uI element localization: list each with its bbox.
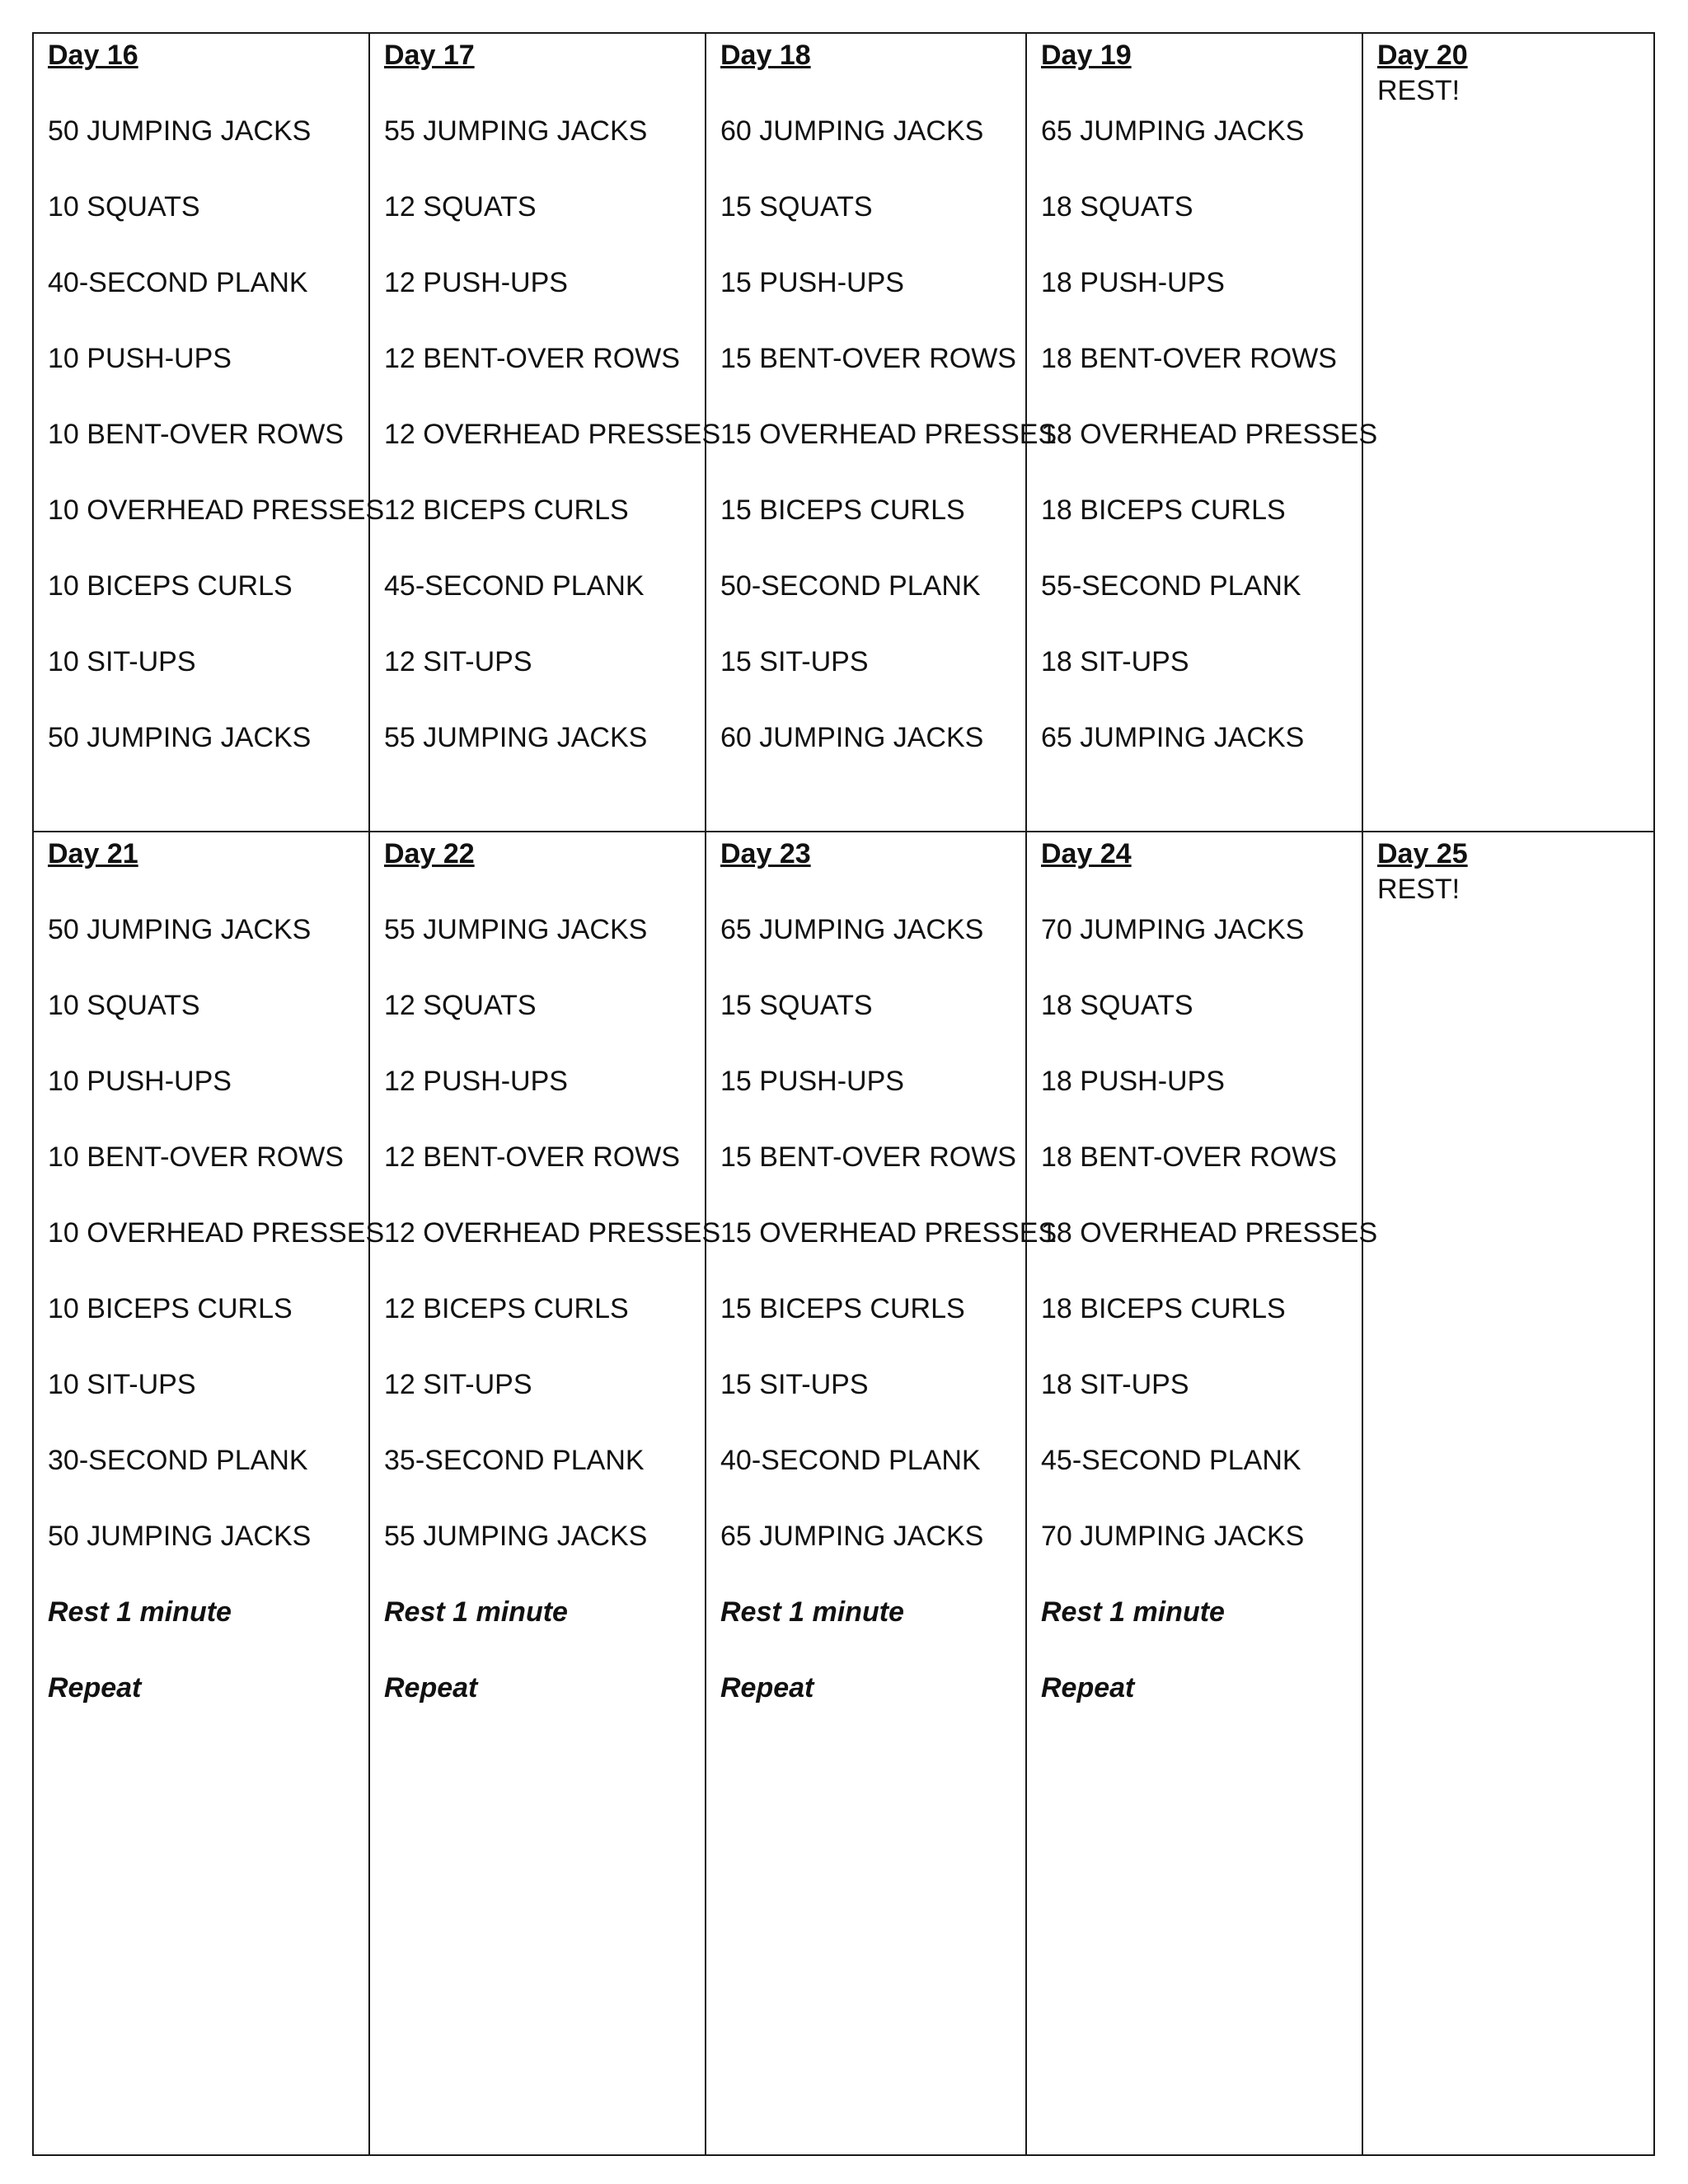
exercise-item: 18 PUSH-UPS — [1041, 1066, 1225, 1097]
exercise-list — [1041, 112, 1378, 757]
exercise-item: 12 SIT-UPS — [384, 1369, 532, 1400]
exercise-item: 60 JUMPING JACKS — [720, 722, 984, 753]
exercise-item: 55 JUMPING JACKS — [384, 115, 648, 147]
exercise-list — [720, 911, 1057, 1707]
day-cell — [706, 832, 1057, 2155]
day-title: Day 19 — [1041, 40, 1132, 71]
exercise-item: 50-SECOND PLANK — [720, 570, 981, 602]
exercise-item: 10 BICEPS CURLS — [48, 1293, 293, 1324]
exercise-item: 15 OVERHEAD PRESSES — [720, 419, 1057, 450]
exercise-item: 15 SQUATS — [720, 191, 873, 223]
exercise-item: 12 OVERHEAD PRESSES — [384, 1217, 721, 1249]
exercise-item: 10 OVERHEAD PRESSES — [48, 1217, 385, 1249]
exercise-item: 15 PUSH-UPS — [720, 267, 904, 298]
day-title: Day 25 — [1377, 838, 1468, 869]
exercise-item: 50 JUMPING JACKS — [48, 722, 312, 753]
document-page — [32, 32, 1653, 2154]
exercise-item: 15 BICEPS CURLS — [720, 1293, 965, 1324]
day-cell — [1026, 832, 1378, 2155]
exercise-item: 10 SIT-UPS — [48, 1369, 196, 1400]
exercise-item: 15 SIT-UPS — [720, 646, 869, 677]
day-cell — [706, 33, 1057, 832]
repeat-note: Repeat — [720, 1672, 814, 1704]
exercise-item: 70 JUMPING JACKS — [1041, 1521, 1305, 1552]
day-title: Day 22 — [384, 838, 475, 869]
exercise-item: 50 JUMPING JACKS — [48, 1521, 312, 1552]
exercise-item: 18 PUSH-UPS — [1041, 267, 1225, 298]
exercise-item: 15 OVERHEAD PRESSES — [720, 1217, 1057, 1249]
exercise-item: 15 BICEPS CURLS — [720, 494, 965, 526]
day-cell — [33, 33, 385, 832]
exercise-item: 18 SIT-UPS — [1041, 646, 1189, 677]
exercise-item: 12 BENT-OVER ROWS — [384, 343, 680, 374]
exercise-item: 18 SQUATS — [1041, 990, 1193, 1021]
day-cell — [1026, 33, 1378, 832]
rest-note: Rest 1 minute — [1041, 1596, 1225, 1628]
repeat-note: Repeat — [384, 1672, 478, 1704]
repeat-note: Repeat — [48, 1672, 142, 1704]
exercise-item: 50 JUMPING JACKS — [48, 115, 312, 147]
day-cell — [1362, 33, 1654, 832]
exercise-item: 55-SECOND PLANK — [1041, 570, 1301, 602]
exercise-item: 15 SQUATS — [720, 990, 873, 1021]
exercise-item: 12 OVERHEAD PRESSES — [384, 419, 721, 450]
exercise-item: 10 PUSH-UPS — [48, 343, 232, 374]
repeat-note: Repeat — [1041, 1672, 1135, 1704]
rest-note: Rest 1 minute — [720, 1596, 904, 1628]
exercise-item: 10 OVERHEAD PRESSES — [48, 494, 385, 526]
exercise-item: 18 OVERHEAD PRESSES — [1041, 1217, 1378, 1249]
exercise-item: 12 BICEPS CURLS — [384, 1293, 629, 1324]
exercise-item: 55 JUMPING JACKS — [384, 914, 648, 945]
workout-schedule-table — [32, 32, 1655, 2156]
exercise-item: 18 BICEPS CURLS — [1041, 494, 1286, 526]
day-title: Day 20 — [1377, 40, 1468, 71]
day-title: Day 23 — [720, 838, 811, 869]
exercise-item: 18 BENT-OVER ROWS — [1041, 1141, 1337, 1173]
exercise-item: 12 PUSH-UPS — [384, 1066, 568, 1097]
exercise-item: 10 SQUATS — [48, 990, 200, 1021]
rest-note: Rest 1 minute — [384, 1596, 568, 1628]
exercise-item: 55 JUMPING JACKS — [384, 1521, 648, 1552]
exercise-item: 60 JUMPING JACKS — [720, 115, 984, 147]
exercise-item: 10 SQUATS — [48, 191, 200, 223]
rest-day-label: REST! — [1377, 874, 1461, 905]
day-title: Day 18 — [720, 40, 811, 71]
day-cell — [369, 33, 721, 832]
exercise-item: 45-SECOND PLANK — [384, 570, 645, 602]
exercise-item: 40-SECOND PLANK — [720, 1445, 981, 1476]
exercise-item: 65 JUMPING JACKS — [1041, 115, 1305, 147]
exercise-item: 10 SIT-UPS — [48, 646, 196, 677]
day-cell — [369, 832, 721, 2155]
day-title: Day 21 — [48, 838, 138, 869]
day-cell — [33, 832, 385, 2155]
exercise-item: 65 JUMPING JACKS — [1041, 722, 1305, 753]
exercise-item: 15 SIT-UPS — [720, 1369, 869, 1400]
exercise-item: 10 BENT-OVER ROWS — [48, 1141, 344, 1173]
day-cell — [1362, 832, 1654, 2155]
exercise-list — [384, 112, 721, 757]
exercise-item: 65 JUMPING JACKS — [720, 914, 984, 945]
exercise-item: 12 BICEPS CURLS — [384, 494, 629, 526]
exercise-item: 12 SIT-UPS — [384, 646, 532, 677]
exercise-item: 15 BENT-OVER ROWS — [720, 1141, 1016, 1173]
schedule-row — [33, 33, 1654, 832]
exercise-list — [1041, 911, 1378, 1707]
day-title: Day 24 — [1041, 838, 1132, 869]
exercise-item: 10 PUSH-UPS — [48, 1066, 232, 1097]
exercise-list — [720, 112, 1057, 757]
day-title: Day 17 — [384, 40, 475, 71]
exercise-item: 40-SECOND PLANK — [48, 267, 308, 298]
rest-note: Rest 1 minute — [48, 1596, 232, 1628]
exercise-item: 15 PUSH-UPS — [720, 1066, 904, 1097]
exercise-item: 18 SIT-UPS — [1041, 1369, 1189, 1400]
exercise-item: 45-SECOND PLANK — [1041, 1445, 1301, 1476]
exercise-item: 12 SQUATS — [384, 191, 537, 223]
exercise-list — [48, 911, 385, 1707]
exercise-item: 18 BICEPS CURLS — [1041, 1293, 1286, 1324]
exercise-item: 10 BICEPS CURLS — [48, 570, 293, 602]
exercise-item: 12 PUSH-UPS — [384, 267, 568, 298]
exercise-list — [384, 911, 721, 1707]
exercise-item: 35-SECOND PLANK — [384, 1445, 645, 1476]
exercise-item: 18 BENT-OVER ROWS — [1041, 343, 1337, 374]
day-title: Day 16 — [48, 40, 138, 71]
exercise-item: 18 SQUATS — [1041, 191, 1193, 223]
exercise-item: 65 JUMPING JACKS — [720, 1521, 984, 1552]
schedule-row — [33, 832, 1654, 2155]
exercise-item: 12 SQUATS — [384, 990, 537, 1021]
exercise-item: 50 JUMPING JACKS — [48, 914, 312, 945]
rest-day-label: REST! — [1377, 75, 1461, 106]
exercise-item: 30-SECOND PLANK — [48, 1445, 308, 1476]
exercise-item: 15 BENT-OVER ROWS — [720, 343, 1016, 374]
exercise-item: 12 BENT-OVER ROWS — [384, 1141, 680, 1173]
exercise-item: 70 JUMPING JACKS — [1041, 914, 1305, 945]
exercise-item: 18 OVERHEAD PRESSES — [1041, 419, 1378, 450]
exercise-list — [48, 112, 385, 757]
exercise-item: 55 JUMPING JACKS — [384, 722, 648, 753]
exercise-item: 10 BENT-OVER ROWS — [48, 419, 344, 450]
